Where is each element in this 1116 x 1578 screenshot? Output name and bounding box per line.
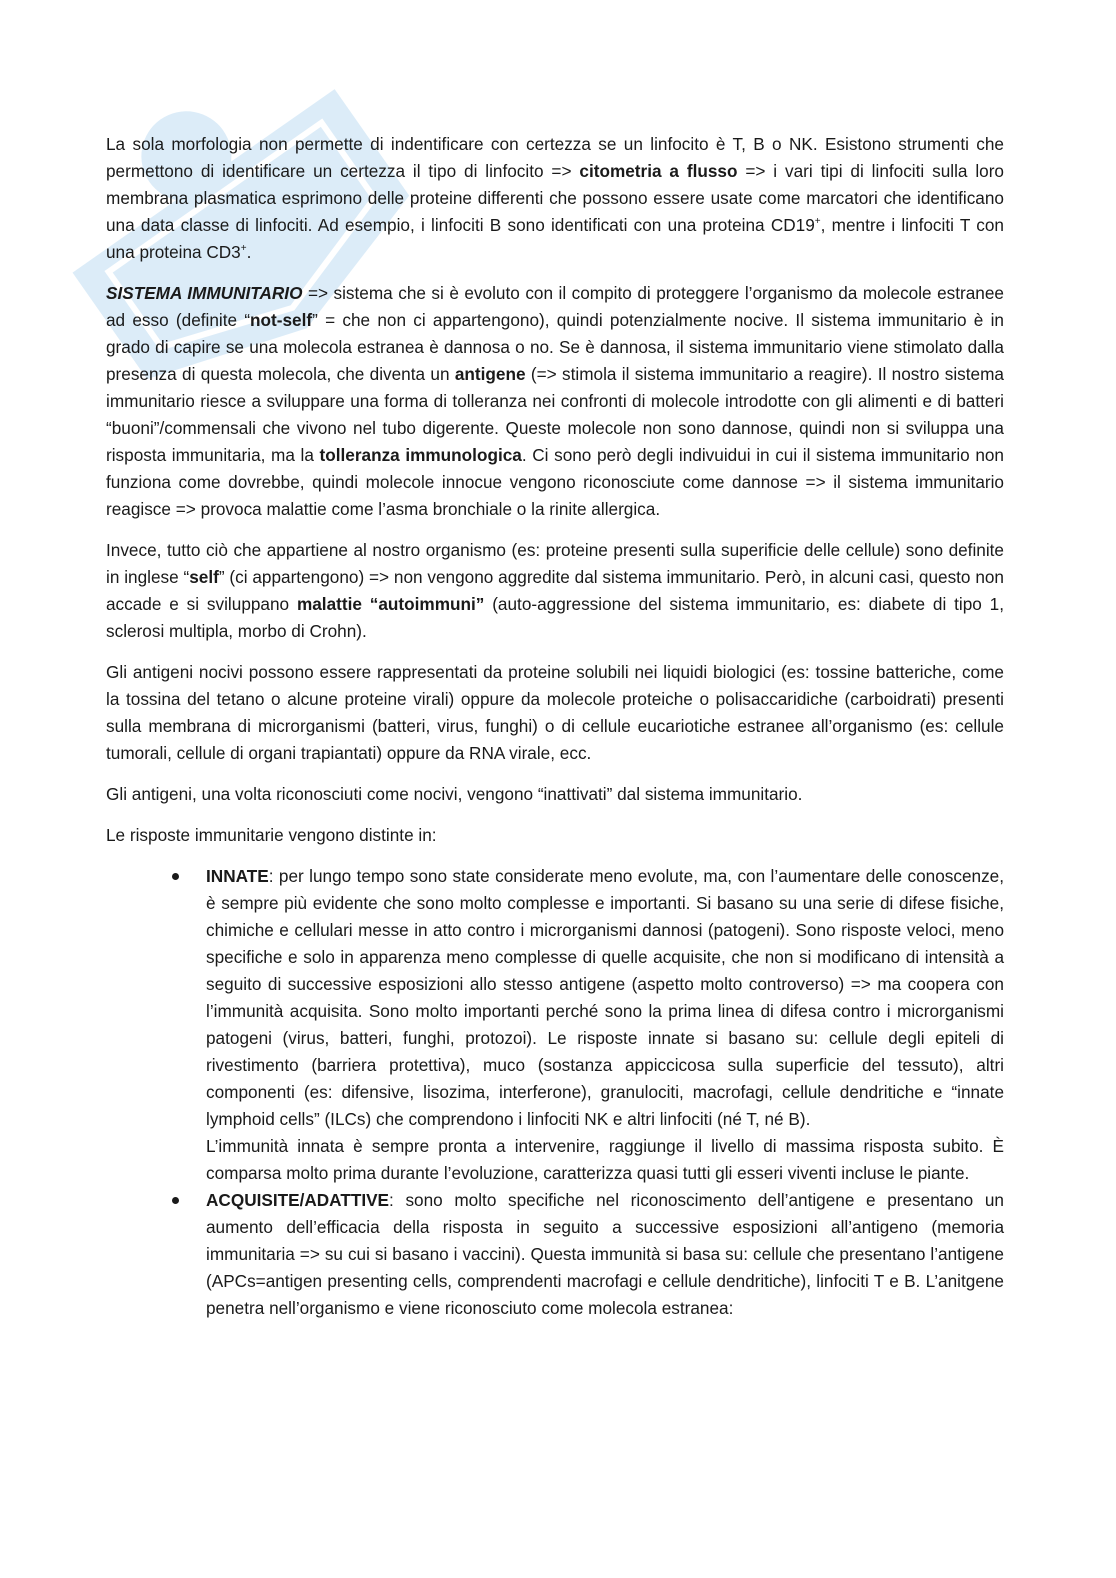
document-body [106,131,1004,1322]
list-item-acquisite [106,1187,1004,1322]
bullet-icon [172,1197,179,1204]
paragraph-inattivati: Gli antigeni, una volta riconosciuti come nocivi, vengono “inattivati” dal sistema immunitario. [106,784,803,804]
innate-text: INNATE: per lungo tempo sono state considerate meno evolute, ma, con l’aumentare delle conoscenze, è sempre più evidente che sono molto complesse e importanti. Si basano su una serie di difese fisiche, chimiche e cellulari messe in atto contro i microrganismi dannosi (patogeni). Sono risposte veloci, meno specifiche e solo in apparenza meno complesse di quelle acquisite, che non si modificano di intensità a seguito di successive esposizioni allo stesso antigene (aspetto molto controverso) => ma coopera con l’immunità acquisita. Sono molto importanti perché sono la prima linea di difesa contro i microrganismi patogeni (virus, batteri, funghi, protozoi). Le risposte innate si basano su: cellule degli epiteli di rivestimento (barriera protettiva), muco (sostanza appiccicosa sulla superficie del tessuto), altri componenti (es: difensive, lisozima, interferone), granulociti, macrofagi, cellule dendritiche e “innate lymphoid cells” (ILCs) che comprendono i linfociti NK e altri linfociti (né T, né B). [206,866,1004,1129]
paragraph-risposte-intro: Le risposte immunitarie vengono distinte in: [106,825,437,845]
paragraph-sistema-immunitario: SISTEMA IMMUNITARIO => sistema che si è evoluto con il compito di proteggere l’organismo da molecole estranee ad esso (definite “not-self” = che non ci appartengono), quindi potenzialmente nocive. Il sistema immunitario è in grado di capire se una molecola estranea è dannosa o no. Se è dannosa, il sistema immunitario viene stimolato dalla presenza di questa molecola, che diventa un antigene (=> stimola il sistema immunitario a reagire). Il nostro sistema immunitario riesce a sviluppare una forma di tolleranza nei confronti di molecole introdotte con gli alimenti e di batteri “buoni”/commensali che vivono nel tubo digerente. Queste molecole non sono dannose, quindi non si sviluppa una risposta immunitaria, ma la tolleranza immunologica. Ci sono però degli indivuidui in cui il sistema immunitario non funziona come dovrebbe, quindi molecole innocue vengono riconosciute come dannose => il sistema immunitario reagisce => provoca malattie come l’asma bronchiale o la rinite allergica. [106,283,1004,519]
paragraph-self: Invece, tutto ciò che appartiene al nostro organismo (es: proteine presenti sulla superificie delle cellule) sono definite in inglese “self” (ci appartengono) => non vengono aggredite dal sistema immunitario. Però, in alcuni casi, questo non accade e si sviluppano malattie “autoimmuni” (auto-aggressione del sistema immunitario, es: diabete di tipo 1, sclerosi multipla, morbo di Crohn). [106,540,1005,641]
acquisite-text: ACQUISITE/ADATTIVE: sono molto specifiche nel riconoscimento dell’antigene e presentano un aumento dell’efficacia della risposta in seguito a successive esposizioni all’antigeno (memoria immunitaria => su cui si basano i vaccini). Questa immunità si basa su: cellule che presentano l’antigene (APCs=antigen presenting cells, comprendenti macrofagi e cellule dendritiche), linfociti T e B. L’anitgene penetra nell’organismo e viene riconosciuto come molecola estranea: [206,1190,1004,1318]
paragraph-antigeni-nocivi: Gli antigeni nocivi possono essere rappresentati da proteine solubili nei liquidi biologici (es: tossine batteriche, come la tossina del tetano o alcune proteine virali) oppure da molecole proteiche o polisaccaridiche (carboidrati) presenti sulla membrana di microrganismi (batteri, virus, funghi) o di cellule eucariotiche estranee all’organismo (es: cellule tumorali, cellule di organi trapiantati) oppure da RNA virale, ecc. [106,662,1004,763]
list-item-innate [106,863,1004,1187]
risposte-list [106,863,1004,1322]
bullet-icon [172,873,179,880]
innate-text-2: L’immunità innata è sempre pronta a intervenire, raggiunge il livello di massima risposta subito. È comparsa molto prima durante l’evoluzione, caratterizza quasi tutti gli esseri viventi incluse le piante. [206,1136,1004,1183]
paragraph-linfociti: La sola morfologia non permette di indentificare con certezza se un linfocito è T, B o NK. Esistono strumenti che permettono di identificare un certezza il tipo di linfocito => citometria a flusso => i vari tipi di linfociti sulla loro membrana plasmatica esprimono delle proteine differenti che possono essere usate come marcatori che identificano una data classe di linfociti. Ad esempio, i linfociti B sono identificati con una proteina CD19+, mentre i linfociti T con una proteina CD3+. [106,134,1004,262]
